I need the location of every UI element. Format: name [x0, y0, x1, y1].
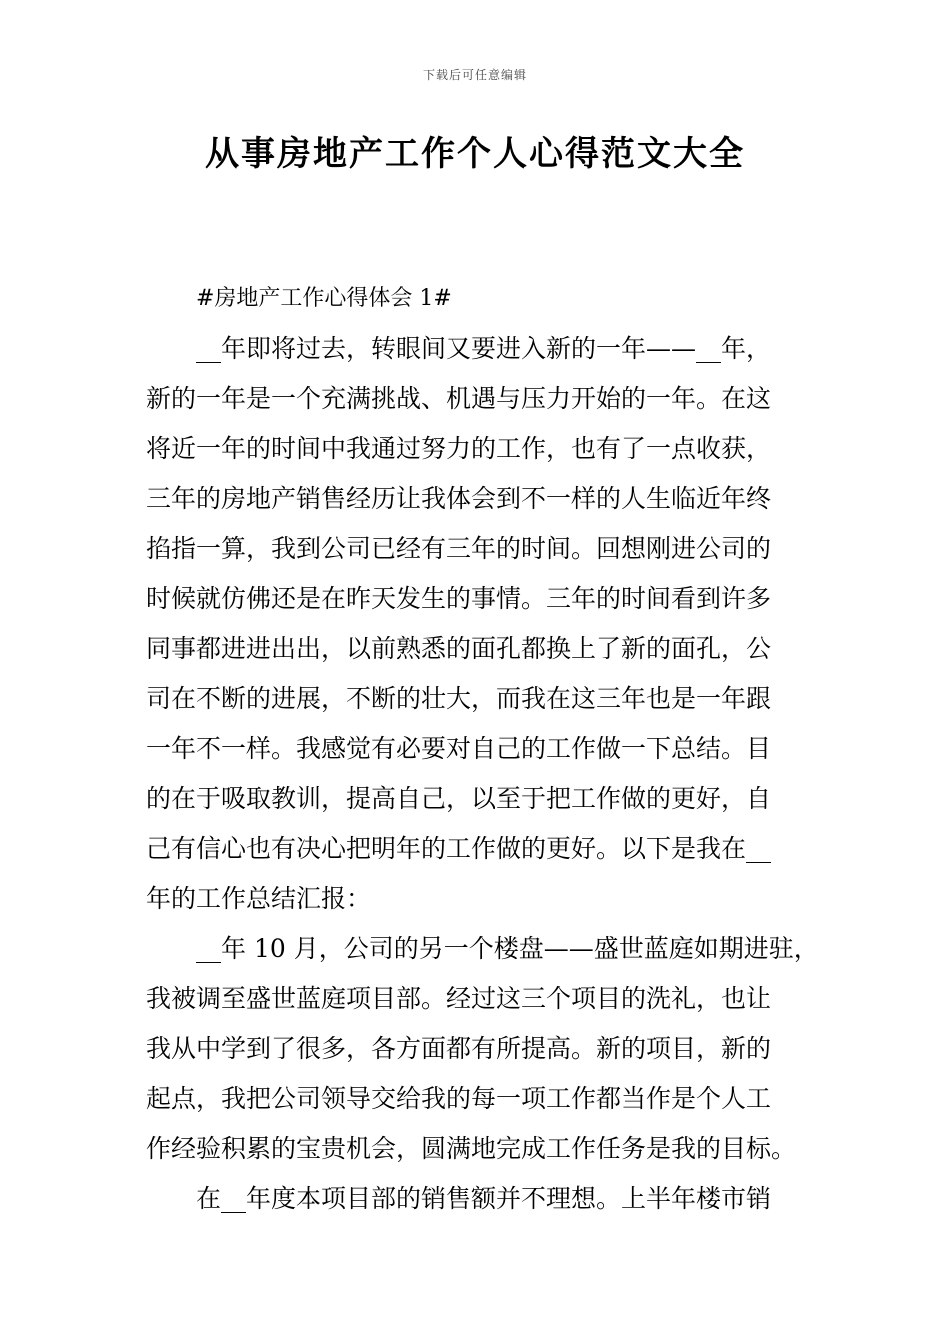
- text-line: 新的一年是一个充满挑战、机遇与压力开始的一年。在这: [146, 384, 772, 413]
- text-line: 起点，我把公司领导交给我的每一项工作都当作是个人工: [146, 1084, 772, 1113]
- text-line: 作经验积累的宝贵机会，圆满地完成工作任务是我的目标。: [146, 1134, 797, 1163]
- text-line: 己有信心也有决心把明年的工作做的更好。以下是我在__: [146, 834, 772, 863]
- text-line: __年即将过去，转眼间又要进入新的一年——__年，: [196, 334, 772, 363]
- paragraph-1: [146, 324, 834, 924]
- header-note: 下载后可任意编辑: [422, 68, 527, 82]
- text-line: 的在于吸取教训，提高自己，以至于把工作做的更好，自: [146, 784, 772, 813]
- paragraph-2: [146, 924, 834, 1174]
- body-text: [146, 324, 834, 1224]
- text-line: 司在不断的进展，不断的壮大，而我在这三年也是一年跟: [146, 684, 772, 713]
- text-line: 同事都进进出出，以前熟悉的面孔都换上了新的面孔，公: [146, 634, 772, 663]
- text-line: 年的工作总结汇报：: [146, 884, 372, 913]
- text-line: 掐指一算，我到公司已经有三年的时间。回想刚进公司的: [146, 534, 772, 563]
- document-title: 从事房地产工作个人心得范文大全: [205, 134, 745, 174]
- section-heading: #房地产工作心得体会 1#: [196, 286, 452, 311]
- text-line: __年 10 月，公司的另一个楼盘——盛世蓝庭如期进驻，: [196, 934, 819, 963]
- text-line: 我从中学到了很多，各方面都有所提高。新的项目，新的: [146, 1034, 772, 1063]
- text-line: 时候就仿佛还是在昨天发生的事情。三年的时间看到许多: [146, 584, 772, 613]
- text-line: 将近一年的时间中我通过努力的工作，也有了一点收获，: [146, 434, 772, 463]
- text-line: 三年的房地产销售经历让我体会到不一样的人生临近年终: [146, 484, 772, 513]
- paragraph-3: [146, 1174, 834, 1224]
- text-line: 我被调至盛世蓝庭项目部。经过这三个项目的洗礼，也让: [146, 984, 772, 1013]
- text-line: 一年不一样。我感觉有必要对自己的工作做一下总结。目: [146, 734, 772, 763]
- text-line: 在__年度本项目部的销售额并不理想。上半年楼市销: [196, 1184, 772, 1213]
